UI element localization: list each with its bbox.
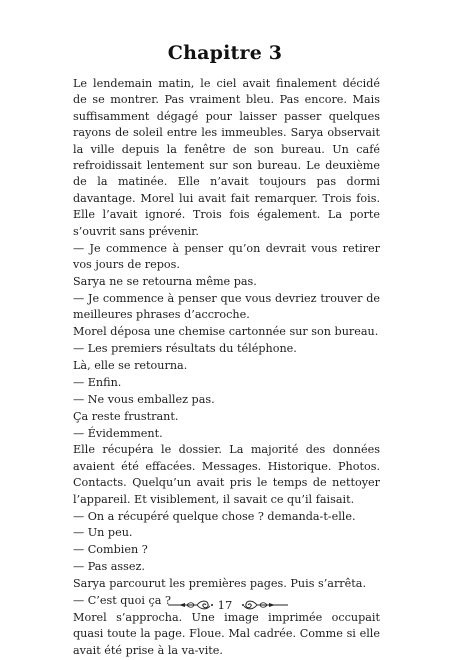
flourish-right-icon (241, 597, 289, 613)
chapter-body (73, 76, 380, 660)
paragraph: — Pas assez. (73, 560, 145, 574)
paragraph: Sarya parcourut les premières pages. Puis s’arrêta. (73, 577, 366, 591)
paragraph: — Un peu. (73, 526, 133, 540)
page-number: 17 (217, 598, 233, 612)
paragraph: Le lendemain matin, le ciel avait finalement décidé de se montrer. Pas vraiment bleu. Pas encore. Mais suffisamment dégagé pour laisser passer quelques rayons de soleil entre les immeubles. Sarya observait la ville depuis la fenêtre de son bureau. Un café refroidissait lentement sur son bureau. Le deuxième de la matinée. Elle n’avait toujours pas dormi davantage. Morel lui avait fait remarquer. Trois fois. Elle l’avait ignoré. Trois fois également. La porte s’ouvrit sans prévenir. (73, 77, 380, 238)
paragraph: — Combien ? (73, 543, 148, 557)
paragraph: — C’est quoi ça ? (73, 594, 171, 608)
paragraph: — On a récupéré quelque chose ? demanda-t-elle. (73, 509, 356, 523)
paragraph: Morel s’approcha. Une image imprimée occupait quasi toute la page. Floue. Mal cadrée. Comme si elle avait été prise à la va-vite. (73, 611, 380, 657)
paragraph: Ça reste frustrant. (73, 409, 179, 423)
paragraph: — Je commence à penser que vous devriez trouver de meilleures phrases d’accroche. (73, 291, 380, 322)
paragraph: Là, elle se retourna. (73, 358, 188, 372)
paragraph: — Je commence à penser qu’on devrait vous retirer vos jours de repos. (73, 241, 380, 271)
chapter-title: Chapitre 3 (167, 42, 283, 64)
paragraph: Sarya ne se retourna même pas. (73, 274, 257, 288)
paragraph: — Ne vous emballez pas. (73, 392, 215, 406)
paragraph: — Enfin. (73, 375, 122, 389)
paragraph: — Évidemment. (73, 426, 163, 440)
paragraph: Elle récupéra le dossier. La majorité des données avaient été effacées. Messages. Historique. Photos. Contacts. Quelqu’un avait pris le temps de nettoyer l’appareil. Et visiblement, il savait ce qu’il faisait. (73, 443, 380, 506)
page-footer (0, 597, 450, 617)
paragraph: Morel déposa une chemise cartonnée sur son bureau. (73, 325, 379, 339)
paragraph: — Les premiers résultats du téléphone. (73, 342, 297, 355)
